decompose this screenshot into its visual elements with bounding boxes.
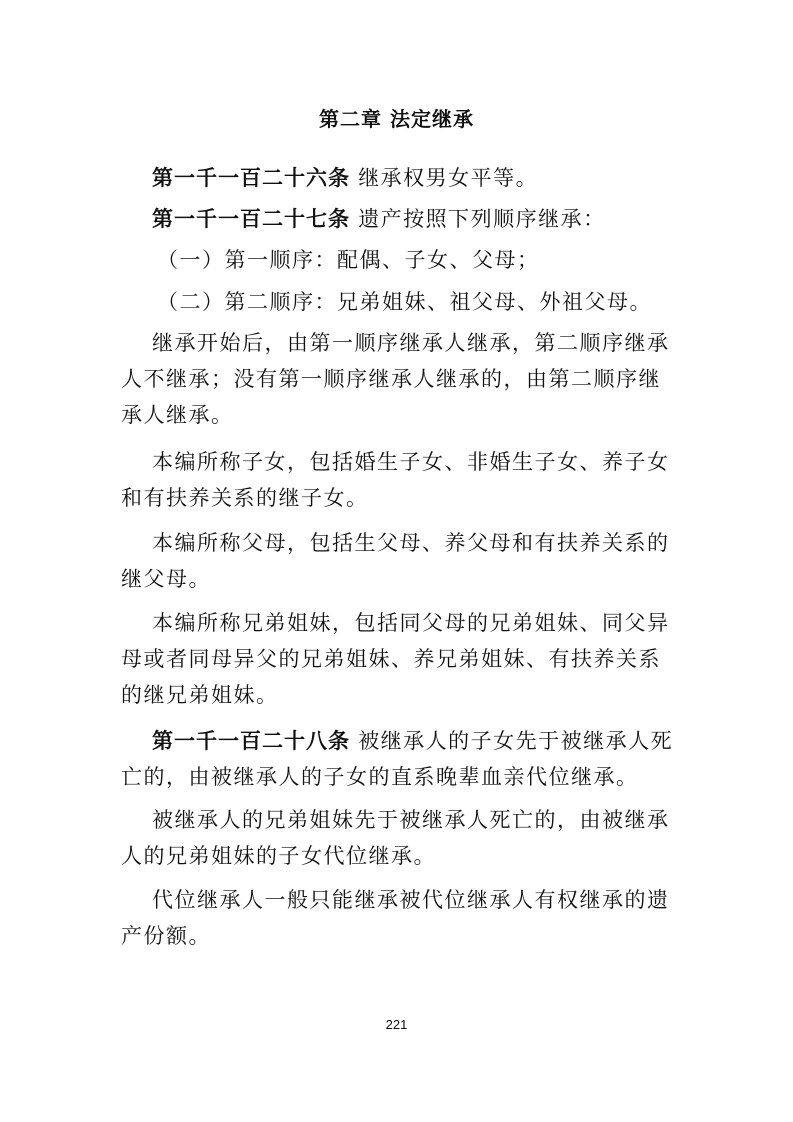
article-1126 xyxy=(121,160,677,196)
paragraph-text: （一）第一顺序：配偶、子女、父母； xyxy=(157,248,540,272)
paragraph-text: 被继承人的兄弟姐妹先于被继承人死亡的，由被继承人的兄弟姐妹的子女代位继承。 xyxy=(121,808,670,868)
article-1128 xyxy=(121,723,677,795)
paragraph-text: （二）第二顺序：兄弟姐妹、祖父母、外祖父母。 xyxy=(157,290,652,314)
paragraph-text: 继承开始后，由第一顺序继承人继承，第二顺序继承人不继承；没有第一顺序继承人继承的，由第二顺序继承人继承。 xyxy=(121,331,670,427)
paragraph-text: 继承权男女平等。 xyxy=(358,166,539,190)
paragraph-text: 遗产按照下列顺序继承： xyxy=(358,207,606,231)
article-number: 第一千一百二十八条 xyxy=(152,729,350,753)
paragraph-text: 代位继承人一般只能继承被代位继承人有权继承的遗产份额。 xyxy=(121,888,670,948)
paragraph-text: 本编所称子女，包括婚生子女、非婚生子女、养子女和有扶养关系的继子女。 xyxy=(121,450,670,510)
paragraph-text: 本编所称父母，包括生父母、养父母和有扶养关系的继父母。 xyxy=(121,531,670,591)
paragraph-parents-definition xyxy=(121,525,677,597)
chapter-title: 第二章 法定继承 xyxy=(319,107,474,131)
paragraph-subrogation-share xyxy=(121,882,677,954)
paragraph-children-definition xyxy=(121,444,677,516)
paragraph-text: 被继承人的子女先于被继承人死亡的，由被继承人的子女的直系晚辈血亲代位继承。 xyxy=(121,729,674,789)
list-item-second-order xyxy=(121,284,677,320)
paragraph-text: 本编所称兄弟姐妹，包括同父母的兄弟姐妹、同父异母或者同母异父的兄弟姐妹、养兄弟姐妹、有扶养关系的继兄弟姐妹。 xyxy=(121,611,670,707)
page-number: 221 xyxy=(385,1017,408,1032)
paragraph-inheritance-order xyxy=(121,325,677,433)
list-item-first-order xyxy=(121,242,677,278)
article-1127 xyxy=(121,201,677,237)
article-number: 第一千一百二十六条 xyxy=(152,166,350,190)
paragraph-siblings-definition xyxy=(121,605,677,713)
paragraph-sibling-subrogation xyxy=(121,802,677,874)
article-number: 第一千一百二十七条 xyxy=(152,207,350,231)
